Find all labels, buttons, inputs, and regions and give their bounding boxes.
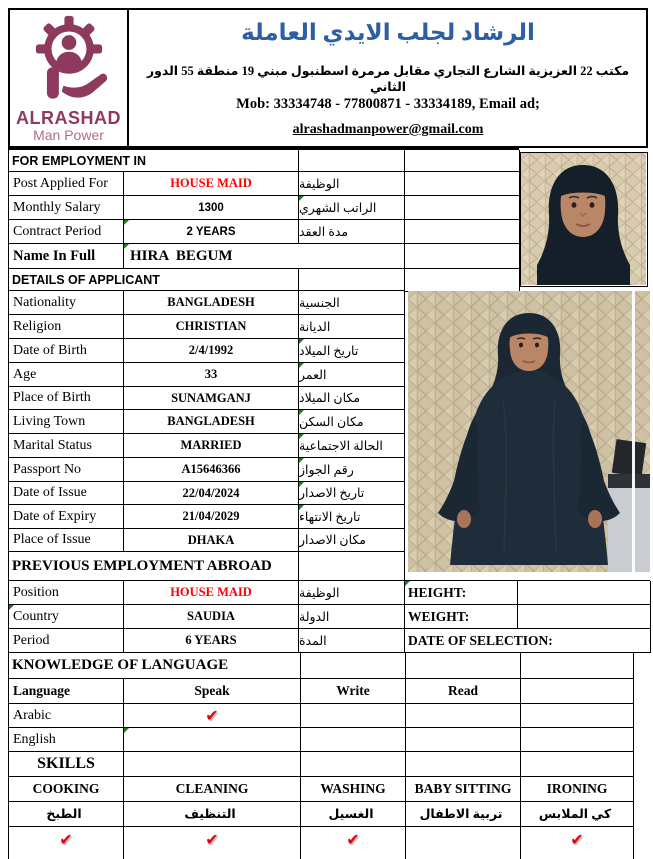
agency-email-link[interactable]: alrashadmanpower@gmail.com <box>292 122 484 137</box>
row-value: 6 YEARS <box>124 629 299 653</box>
row-value: HOUSE MAID <box>124 581 299 605</box>
employment-table <box>8 148 519 292</box>
skill-checkmark: ✔ <box>124 827 301 852</box>
full-body-photo <box>408 291 650 572</box>
write-checkmark <box>301 728 406 752</box>
empty-cell <box>405 150 520 172</box>
row-value: BANGLADESH <box>124 410 299 434</box>
row-label-arabic: الجنسية <box>299 291 405 315</box>
speak-checkmark <box>124 728 301 752</box>
passport-photo-image <box>521 153 646 285</box>
language-table <box>8 678 633 752</box>
row-value: A15646366 <box>124 458 299 482</box>
empty-cell <box>405 220 520 244</box>
section-title: PREVIOUS EMPLOYMENT ABROAD <box>9 552 299 581</box>
row-label-arabic: المدة <box>299 629 405 653</box>
language-section-header <box>8 652 633 679</box>
skill-header: IRONING <box>521 777 634 802</box>
row-value: BANGLADESH <box>124 291 299 315</box>
agency-header <box>8 8 648 148</box>
empty-cell <box>124 851 301 859</box>
section-title: SKILLS <box>9 752 124 777</box>
row-label-arabic: مدة العقد <box>299 220 405 244</box>
agency-email-line <box>132 122 644 138</box>
skill-header-arabic: كي الملابس <box>521 802 634 827</box>
row-label: Place of Birth <box>9 387 124 410</box>
row-label: Period <box>9 629 124 653</box>
skill-header-arabic: تربية الاطفال <box>406 802 521 827</box>
row-label-arabic: الحالة الاجتماعية <box>299 434 405 458</box>
column-header: Language <box>9 679 124 704</box>
row-label: Date of Birth <box>9 339 124 363</box>
details-table <box>8 290 404 552</box>
skill-checkmark <box>406 827 521 852</box>
row-label-arabic: رقم الجواز <box>299 458 405 482</box>
row-value: 21/04/2029 <box>124 505 299 529</box>
row-label: Marital Status <box>9 434 124 458</box>
empty-cell <box>521 679 634 704</box>
skill-header-arabic: التنظيف <box>124 802 301 827</box>
row-label: Nationality <box>9 291 124 315</box>
row-value: SAUDIA <box>124 605 299 629</box>
read-checkmark <box>406 704 521 728</box>
language-name: English <box>9 728 124 752</box>
row-value: HOUSE MAID <box>124 172 299 196</box>
agency-address-arabic: مكتب 22 العزيزية الشارع التجاري مقابل مرمرة اسطنبول مبني 19 منطقة 55 الدور الثاني <box>146 64 630 94</box>
empty-cell <box>406 653 521 679</box>
previous-employment-table <box>8 580 650 653</box>
cutoff-row <box>8 851 633 859</box>
row-label: Position <box>9 581 124 605</box>
name-label: Name In Full <box>9 244 124 269</box>
empty-cell <box>518 605 651 629</box>
skill-header: CLEANING <box>124 777 301 802</box>
row-label-arabic: مكان الاصدار <box>299 529 405 552</box>
skill-header: BABY SITTING <box>406 777 521 802</box>
row-value: SUNAMGANJ <box>124 387 299 410</box>
skill-checkmark: ✔ <box>301 827 406 852</box>
row-value: 2/4/1992 <box>124 339 299 363</box>
empty-cell <box>406 752 521 777</box>
agency-logo <box>10 10 127 146</box>
column-header: Write <box>301 679 406 704</box>
skill-checkmark: ✔ <box>521 827 634 852</box>
language-name: Arabic <box>9 704 124 728</box>
empty-cell <box>406 851 521 859</box>
row-label: Country <box>9 605 124 629</box>
empty-cell <box>521 704 634 728</box>
row-label-arabic: العمر <box>299 363 405 387</box>
empty-cell <box>405 172 520 196</box>
skill-header-arabic: الغسيل <box>301 802 406 827</box>
empty-cell <box>521 728 634 752</box>
row-label: Date of Expiry <box>9 505 124 529</box>
skill-header: COOKING <box>9 777 124 802</box>
empty-cell <box>521 653 634 679</box>
column-header: Read <box>406 679 521 704</box>
skills-table <box>8 776 633 852</box>
row-label: Date of Issue <box>9 482 124 505</box>
row-label: Living Town <box>9 410 124 434</box>
row-label-arabic: تاريخ الميلاد <box>299 339 405 363</box>
row-label: Passport No <box>9 458 124 482</box>
row-value: DHAKA <box>124 529 299 552</box>
row-label-arabic: تاريخ الانتهاء <box>299 505 405 529</box>
row-label: Monthly Salary <box>9 196 124 220</box>
empty-cell <box>301 851 406 859</box>
agency-title-arabic: الرشاد لجلب الايدي العاملة <box>241 20 535 45</box>
row-label: Place of Issue <box>9 529 124 552</box>
row-label-arabic: الدولة <box>299 605 405 629</box>
row-label-arabic: الراتب الشهري <box>299 196 405 220</box>
agency-logo-subtitle: Man Power <box>33 127 104 143</box>
empty-cell <box>9 851 124 859</box>
row-label: Post Applied For <box>9 172 124 196</box>
row-value: MARRIED <box>124 434 299 458</box>
row-label-arabic: مكان الميلاد <box>299 387 405 410</box>
empty-cell <box>299 150 405 172</box>
full-body-photo-image <box>408 291 650 572</box>
row-value: 33 <box>124 363 299 387</box>
weight-field: WEIGHT: <box>405 605 518 629</box>
empty-cell <box>299 552 405 581</box>
row-label-arabic: مكان السكن <box>299 410 405 434</box>
row-label-arabic: الوظيفة <box>299 172 405 196</box>
row-label: Contract Period <box>9 220 124 244</box>
skill-header-arabic: الطبخ <box>9 802 124 827</box>
empty-cell <box>521 851 634 859</box>
empty-cell <box>405 196 520 220</box>
section-title: KNOWLEDGE OF LANGUAGE <box>9 653 301 679</box>
empty-cell <box>301 752 406 777</box>
empty-cell <box>299 269 405 292</box>
write-checkmark <box>301 704 406 728</box>
row-label-arabic: تاريخ الاصدار <box>299 482 405 505</box>
skill-header: WASHING <box>301 777 406 802</box>
skill-checkmark: ✔ <box>9 827 124 852</box>
row-value: 22/04/2024 <box>124 482 299 505</box>
row-value: 2 YEARS <box>124 220 299 244</box>
skills-section-header <box>8 751 633 777</box>
empty-cell <box>301 653 406 679</box>
passport-photo <box>520 152 648 287</box>
row-label-arabic: الديانة <box>299 315 405 339</box>
empty-cell <box>518 581 651 605</box>
empty-cell <box>124 752 301 777</box>
manpower-gear-person-hand-icon <box>23 14 115 106</box>
section-title: DETAILS OF APPLICANT <box>9 269 299 292</box>
empty-cell <box>405 269 520 292</box>
agency-phone-line: Mob: 33334748 - 77800871 - 33334189, Email ad; <box>236 96 540 112</box>
date-of-selection-field: DATE OF SELECTION: <box>405 629 651 653</box>
row-label-arabic: الوظيفة <box>299 581 405 605</box>
row-value: CHRISTIAN <box>124 315 299 339</box>
speak-checkmark: ✔ <box>124 704 301 728</box>
previous-employment-header <box>8 551 404 581</box>
empty-cell <box>405 244 520 269</box>
empty-cell <box>521 752 634 777</box>
row-label: Religion <box>9 315 124 339</box>
height-field: HEIGHT: <box>405 581 518 605</box>
header-divider <box>127 10 129 146</box>
column-header: Speak <box>124 679 301 704</box>
row-label: Age <box>9 363 124 387</box>
applicant-name: HIRA BEGUM <box>124 244 405 269</box>
row-value: 1300 <box>124 196 299 220</box>
section-title: FOR EMPLOYMENT IN <box>9 150 299 172</box>
agency-logo-name: ALRASHAD <box>16 108 121 128</box>
read-checkmark <box>406 728 521 752</box>
